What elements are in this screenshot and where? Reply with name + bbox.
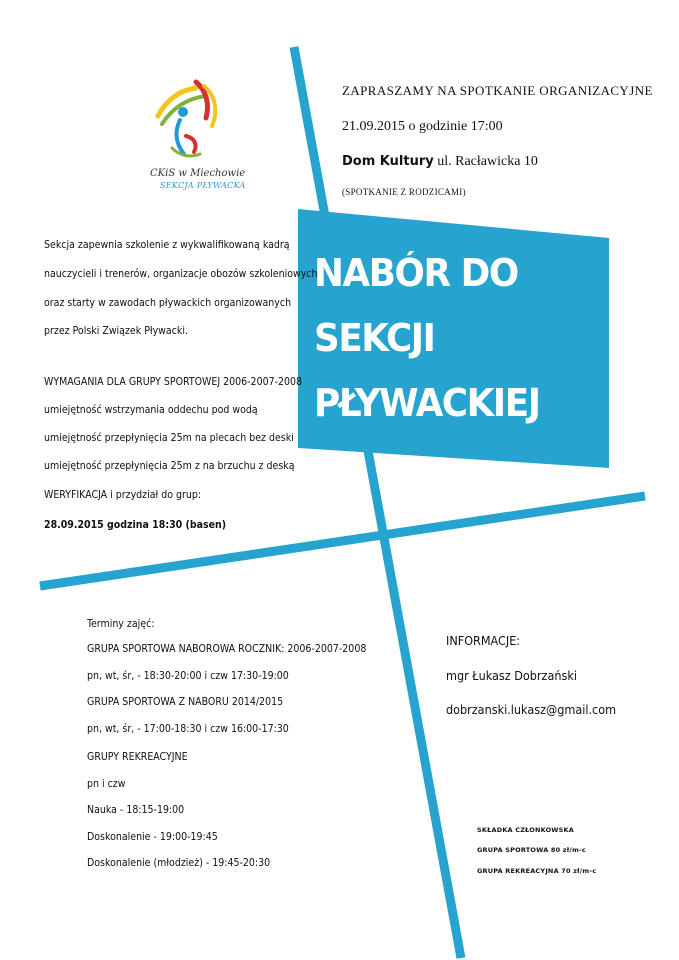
fee-recreation-group: GRUPA REKREACYJNA 70 zł/m-c xyxy=(477,867,597,875)
logo-club-name: CKiS w Miechowie xyxy=(150,168,246,179)
verification-text: WERYFIKACJA i przydział do grup: xyxy=(44,489,202,501)
schedule-line: Doskonalenie (młodzież) - 19:45-20:30 xyxy=(87,857,271,869)
poster-title-line-1: NABÓR DO xyxy=(314,251,518,295)
requirement-item: umiejętność przepłynięcia 25m na plecach bez deski xyxy=(44,432,294,444)
description-line: oraz starty w zawodach pływackich organizowanych xyxy=(44,297,292,309)
schedule-line: GRUPA SPORTOWA Z NABORU 2014/2015 xyxy=(87,696,284,708)
meeting-address: ul. Racławicka 10 xyxy=(433,154,538,169)
diagonal-line-vertical xyxy=(294,47,461,958)
description-line: Sekcja zapewnia szkolenie z wykwalifikowaną kadrą xyxy=(44,239,290,251)
requirements-heading: WYMAGANIA DLA GRUPY SPORTOWEJ 2006-2007-2008 xyxy=(44,376,303,388)
description-line: przez Polski Związek Pływacki. xyxy=(44,325,188,337)
schedule-line: Nauka - 18:15-19:00 xyxy=(87,804,185,816)
logo-section-name: SEKCJA PŁYWACKA xyxy=(160,181,246,190)
swimmer-logo-icon xyxy=(150,78,230,173)
contact-name: mgr Łukasz Dobrzański xyxy=(446,668,577,683)
schedule-line: GRUPA SPORTOWA NABOROWA ROCZNIK: 2006-2007-2008 xyxy=(87,643,367,655)
fee-heading: SKŁADKA CZŁONKOWSKA xyxy=(477,826,575,834)
schedule-line: GRUPY REKREACYJNE xyxy=(87,751,188,763)
contact-email[interactable]: dobrzanski.lukasz@gmail.com xyxy=(446,702,617,717)
schedule-line: Terminy zajęć: xyxy=(87,618,155,630)
poster-title-line-2: SEKCJI xyxy=(314,316,435,360)
invitation-heading: ZAPRASZAMY NA SPOTKANIE ORGANIZACYJNE xyxy=(342,83,653,98)
meeting-venue: Dom Kultury xyxy=(342,154,434,169)
schedule-line: pn i czw xyxy=(87,778,126,790)
description-line: nauczycieli i trenerów, organizacje obozów szkoleniowych xyxy=(44,268,318,280)
diagonal-line-horizontal xyxy=(40,496,645,586)
requirement-item: umiejętność wstrzymania oddechu pod wodą xyxy=(44,404,258,416)
schedule-line: pn, wt, śr, - 18:30-20:00 i czw 17:30-19:00 xyxy=(87,670,289,682)
schedule-line: Doskonalenie - 19:00-19:45 xyxy=(87,831,218,843)
schedule-line: pn, wt, śr, - 17:00-18:30 i czw 16:00-17:30 xyxy=(87,723,289,735)
fee-sport-group: GRUPA SPORTOWA 80 zł/m-c xyxy=(477,846,586,854)
meeting-place xyxy=(342,154,538,170)
requirement-item: umiejętność przepłynięcia 25m z na brzuchu z deską xyxy=(44,460,295,472)
meeting-note: (SPOTKANIE Z RODZICAMI) xyxy=(342,187,466,197)
meeting-date: 21.09.2015 o godzinie 17:00 xyxy=(342,119,503,134)
info-heading: INFORMACJE: xyxy=(446,633,521,648)
poster-title-line-3: PŁYWACKIEJ xyxy=(314,381,540,425)
verification-date: 28.09.2015 godzina 18:30 (basen) xyxy=(44,519,227,531)
